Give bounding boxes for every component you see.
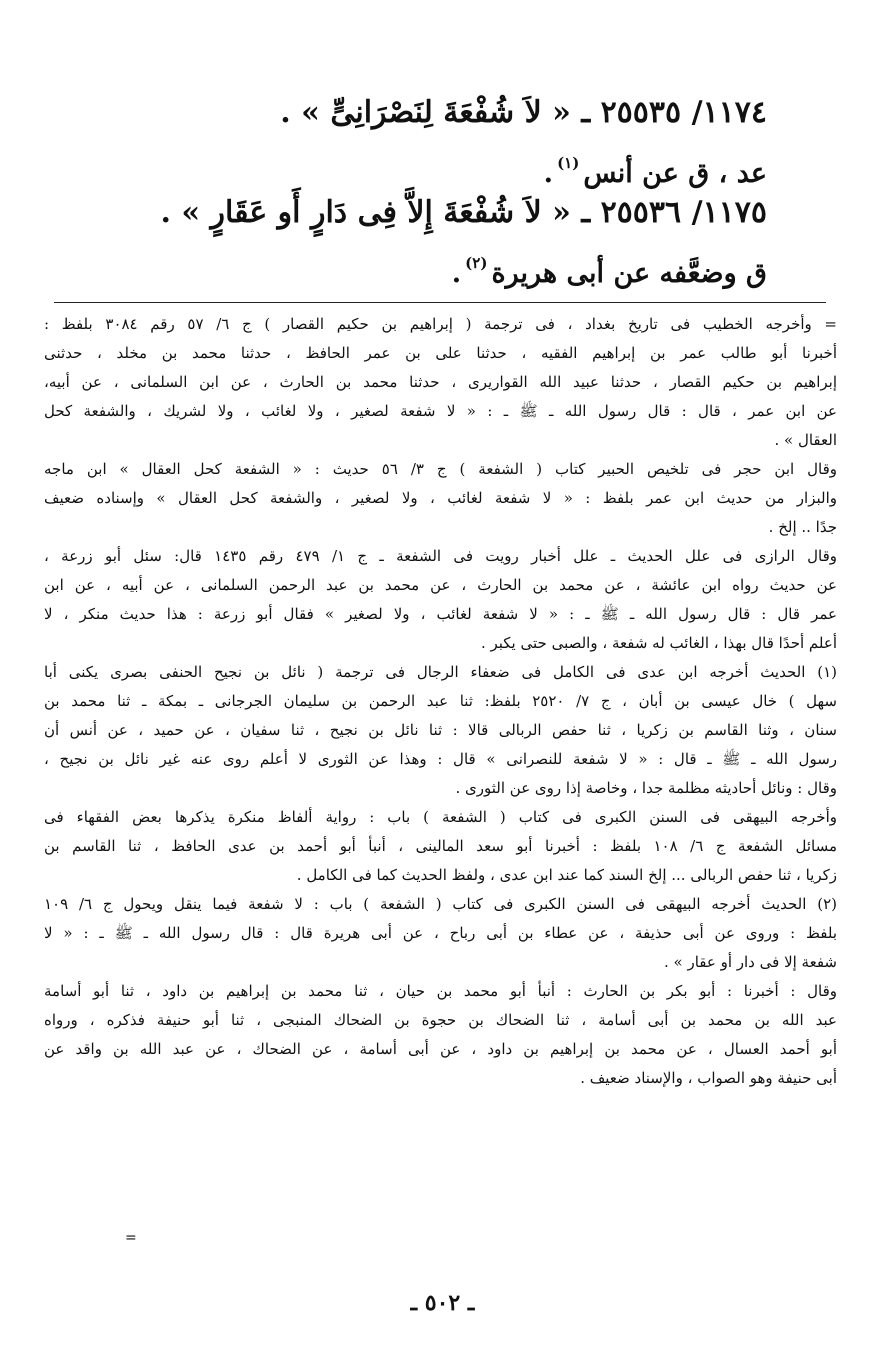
- hadith-1175: [60, 190, 767, 240]
- footnote-line: عبد الله بن محمد بن أبى أسامة ، ثنا الضحاك بن حجوة بن الضحاك المنبجى ، ثنا أبو حنيفة فذكره ، ورواه: [44, 1011, 837, 1029]
- footnote-line: إبراهيم بن حكيم القصار ، حدثنا عبيد الله القواريرى ، حدثنا محمد بن الحارث ، عن ابن السلمانى ، عن أبيه،: [44, 373, 837, 391]
- footnote-ref-1: (١): [557, 154, 580, 172]
- footnote-line: وقال : أخبرنا : أبو بكر بن الحارث : أنبأ أبو محمد بن حيان ، ثنا محمد بن إبراهيم بن داود ، ثنا أبو أسامة: [44, 982, 837, 1000]
- footnote-line: أبى حنيفة وهو الصواب ، والإسناد ضعيف .: [580, 1069, 837, 1087]
- source-text-2: ق وضعَّفه عن أبى هريرة: [491, 258, 767, 289]
- page-number: ـ ٥٠٢ ـ: [410, 1290, 475, 1316]
- footnote-line: شفعة إلا فى دار أو عقار » .: [663, 953, 837, 971]
- footnote-line: والبزار من حديث ابن عمر بلفظ : « لا شفعة لغائب ، ولا لصغير ، والشفعة كحل العقال » وإسناده ضعيف: [44, 489, 837, 507]
- footnote-line: (١) الحديث أخرجه ابن عدى فى الكامل فى ضعفاء الرجال فى ترجمة ( نائل بن نجيح الحنفى بصرى يكنى أبا: [44, 663, 837, 681]
- footnote-line: (٢) الحديث أخرجه البيهقى فى السنن الكبرى فى كتاب ( الشفعة ) باب : لا شفعة فيما ينقل ويحول ج ٦/ ١٠٩: [44, 895, 837, 913]
- continuation-mark: =: [125, 1230, 137, 1246]
- footnote-separator: [54, 302, 826, 303]
- footnote-line: أعلم أحدًا قال بهذا ، الغائب له شفعة ، والصبى حتى يكبر .: [480, 634, 837, 652]
- footnote-line: زكريا ، ثنا حفص الربالى ... إلخ السند كما عند ابن عدى ، ولفظ الحديث كما فى الكامل .: [296, 866, 837, 884]
- hadith-1175-text: ١١٧٥/ ٢٥٥٣٦ ـ « لاَ شُفْعَةَ إِلاَّ فِى دَارٍ أَو عَقَارٍ » .: [160, 195, 767, 230]
- footnote-line: وأخرجه البيهقى فى السنن الكبرى فى كتاب ( الشفعة ) باب : رواية ألفاظ منكرة يذكرها بعض الفقهاء فى: [44, 808, 837, 826]
- footnote-line: بلفظ : وروى عن أبى حذيفة ، عن عطاء بن أبى رباح ، عن أبى هريرة قال : قال رسول الله ـ ﷺ ـ : « لا: [44, 924, 837, 942]
- footnote-line: عن ابن عمر ، قال : قال رسول الله ـ ﷺ ـ : « لا شفعة لصغير ، ولا لغائب ، ولا لشريك ، والشفعة كحل: [44, 402, 837, 420]
- footnote-line: سهل ) خال عيسى بن أبان ، ج ٧/ ٢٥٢٠ بلفظ: ثنا عبد الرحمن بن سليمان الجرجانى ـ بمكة ـ ثنا محمد بن: [44, 692, 837, 710]
- footnote-line: وقال : ونائل أحاديثه مظلمة جدا ، وخاصة إذا روى عن الثورى .: [455, 779, 837, 797]
- footnote-line: = وأخرجه الخطيب فى تاريخ بغداد ، فى ترجمة ( إبراهيم بن حكيم القصار ) ج ٦/ ٥٧ رقم ٣٠٨٤ بلفظ :: [44, 315, 837, 333]
- footnote-line: جدًا .. إلخ .: [768, 518, 837, 536]
- footnote-line: وقال ابن حجر فى تلخيص الحبير كتاب ( الشفعة ) ج ٣/ ٥٦ حديث : « الشفعة كحل العقال » ابن ماجه: [44, 460, 837, 478]
- hadith-1174: [60, 90, 767, 140]
- footnote-line: رسول الله ـ ﷺ ـ قال : « لا شفعة للنصرانى » قال : وهذا عن الثورى لا أعلم روى عنه غير نائل بن نجيح ،: [44, 750, 837, 768]
- footnote-ref-2: (٢): [465, 254, 488, 272]
- footnote-line: أبو أحمد العسال ، عن محمد بن إبراهيم بن داود ، عن أبى أسامة ، عن الضحاك ، عن عبد الله بن واقد عن: [44, 1040, 837, 1058]
- footnote-line: وقال الرازى فى علل الحديث ـ علل أخبار رويت فى الشفعة ـ ج ١/ ٤٧٩ رقم ١٤٣٥ قال: سئل أبو زرعة ،: [44, 547, 837, 565]
- hadith-1175-source: ق وضعَّفه عن أبى هريرة$^{(٢)}$.: [451, 254, 767, 289]
- footnotes: [44, 310, 837, 1093]
- footnote-line: مسائل الشفعة ج ٦/ ١٠٨ بلفظ : أخبرنا أبو سعد المالينى ، أنبأ أبو أحمد بن عدى الحافظ ، ثنا القاسم بن: [44, 837, 837, 855]
- source-text-1: عد ، ق عن أنس: [583, 158, 767, 189]
- hadith-block: [60, 90, 767, 290]
- hadith-1174-text: ١١٧٤/ ٢٥٥٣٥ ـ « لاَ شُفْعَةَ لِنَصْرَانِىٍّ » .: [280, 95, 767, 130]
- footnote-line: سنان ، وثنا القاسم بن زكريا ، ثنا حفص الربالى قالا : ثنا نائل بن نجيح ، ثنا سفيان ، عن حميد ، عن أنس أن: [44, 721, 837, 739]
- footnote-line: عن حديث رواه ابن عائشة ، عن محمد بن الحارث ، عن محمد بن عبد الرحمن السلمانى ، عن أبيه ، عن ابن: [44, 576, 837, 594]
- footnote-line: العقال » .: [774, 431, 837, 449]
- hadith-1174-source: عد ، ق عن أنس$^{(١)}$.: [543, 154, 767, 189]
- footnote-line: عمر قال : قال رسول الله ـ ﷺ ـ : « لا شفعة لغائب ، ولا لصغير » فقال أبو زرعة : هذا حديث منكر ، لا: [44, 605, 837, 623]
- footnote-line: أخبرنا أبو طالب عمر بن إبراهيم الفقيه ، حدثنا على بن عمر الحافظ ، حدثنا محمد بن مخلد ، حدثنى: [44, 344, 837, 362]
